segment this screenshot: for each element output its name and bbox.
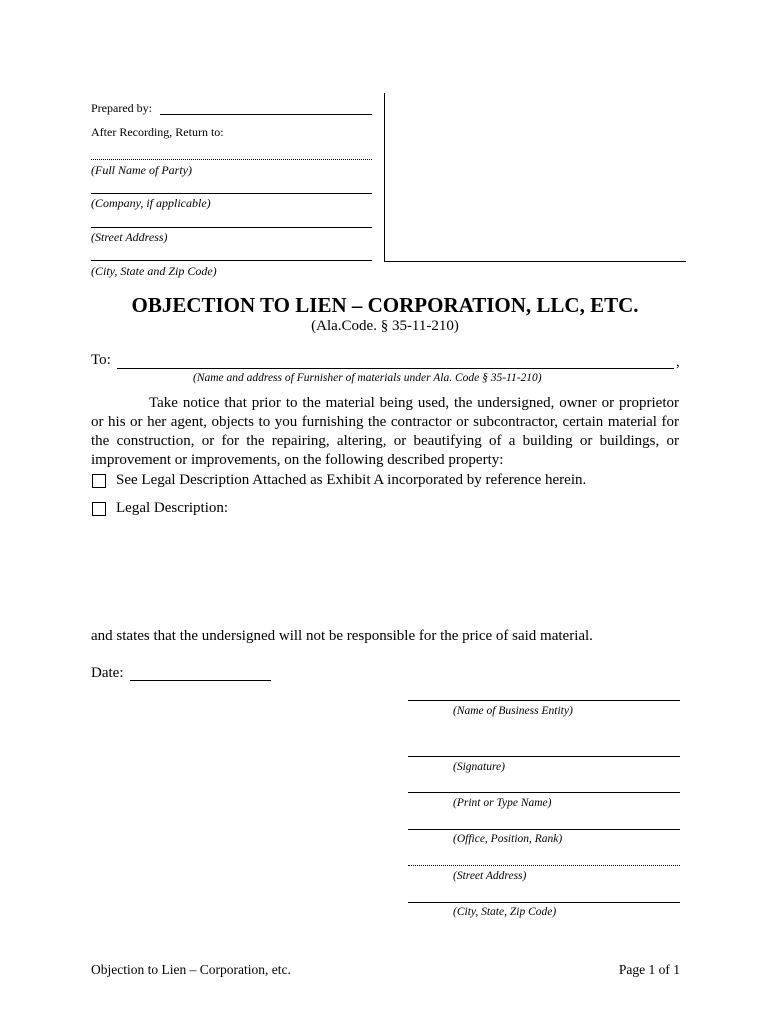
- full-name-caption: (Full Name of Party): [91, 163, 192, 177]
- return-to-label: After Recording, Return to:: [91, 125, 224, 139]
- company-line[interactable]: [91, 193, 372, 194]
- prepared-by-label: Prepared by:: [91, 101, 152, 115]
- signer-city-line[interactable]: [408, 902, 680, 903]
- document-title: OBJECTION TO LIEN – CORPORATION, LLC, ETC.: [131, 293, 639, 317]
- full-name-line[interactable]: [91, 159, 372, 160]
- states-text: and states that the undersigned will not be responsible for the price of said material.: [91, 628, 593, 644]
- print-name-line[interactable]: [408, 792, 680, 793]
- office-caption: (Office, Position, Rank): [453, 833, 563, 845]
- print-name-caption: (Print or Type Name): [453, 797, 552, 809]
- to-line[interactable]: [117, 368, 674, 369]
- office-line[interactable]: [408, 829, 680, 830]
- to-comma: ,: [676, 354, 680, 370]
- legal-description-label: Legal Description:: [116, 500, 229, 516]
- street-caption: (Street Address): [91, 230, 168, 244]
- date-line[interactable]: [130, 680, 271, 681]
- company-caption: (Company, if applicable): [91, 196, 211, 210]
- recording-area-border-horizontal: [384, 261, 686, 262]
- business-entity-caption: (Name of Business Entity): [453, 705, 573, 717]
- city-caption: (City, State and Zip Code): [91, 264, 217, 278]
- page-number: Page 1 of 1: [618, 962, 680, 977]
- signer-street-caption: (Street Address): [453, 870, 527, 882]
- signature-line[interactable]: [408, 756, 680, 757]
- signer-street-line[interactable]: [408, 865, 680, 866]
- date-label: Date:: [91, 665, 124, 681]
- to-label: To:: [91, 352, 111, 368]
- to-caption: (Name and address of Furnisher of materials under Ala. Code § 35-11-210): [193, 372, 542, 384]
- notice-paragraph: Take notice that prior to the material being used, the undersigned, owner or proprietor or his or her agent, objects to you furnishing the contractor or subcontractor, certain material for the construction, or for the repairing, altering, or beautifying of a building or buildings, or improvement or improvements, on the following described property:: [91, 395, 679, 468]
- signer-city-caption: (City, State, Zip Code): [453, 906, 557, 918]
- exhibit-option-label: See Legal Description Attached as Exhibit A incorporated by reference herein.: [116, 472, 587, 488]
- city-line[interactable]: [91, 260, 372, 261]
- recording-area-border-vertical: [384, 93, 385, 262]
- exhibit-checkbox[interactable]: [92, 474, 106, 488]
- document-subtitle: (Ala.Code. § 35-11-210): [311, 318, 459, 334]
- business-entity-line[interactable]: [408, 700, 680, 701]
- signature-caption: (Signature): [453, 761, 505, 773]
- prepared-by-line[interactable]: [160, 114, 372, 115]
- legal-description-checkbox[interactable]: [92, 502, 106, 516]
- footer-title: Objection to Lien – Corporation, etc.: [91, 962, 291, 977]
- street-line[interactable]: [91, 227, 372, 228]
